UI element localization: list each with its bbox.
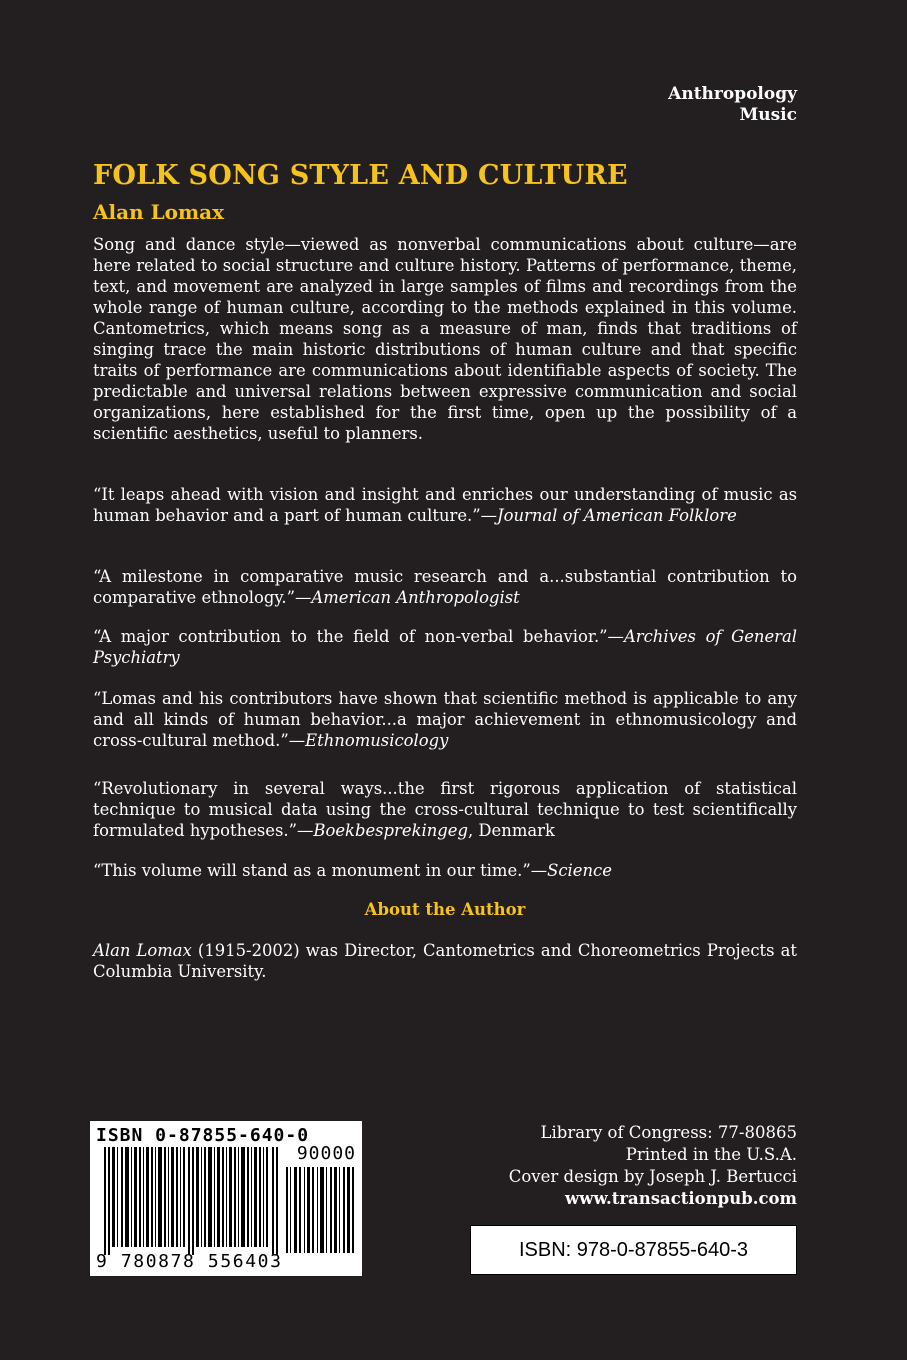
review-quote [93,626,797,668]
barcode-price-code: 90000 [296,1143,356,1164]
publisher-url: www.transactionpub.com [565,1189,797,1208]
about-author-heading: About the Author [364,900,526,919]
review-text: “Lomas and his contributors have shown that scientific method is applicable to any and all kinds of human behavior...a major achievement in ethnomusicology and cross-cultural method.”— [93,689,797,750]
review-text: “A milestone in comparative music research and a...substantial contribution to comparative ethnology.”— [93,567,797,607]
review-quote [93,860,797,881]
review-quote [93,778,797,841]
review-source: Science [547,861,612,880]
book-author: Alan Lomax [93,200,225,224]
cover-design-credit: Cover design by Joseph J. Bertucci [508,1167,797,1186]
library-of-congress: Library of Congress: 77-80865 [540,1123,797,1142]
review-source: Ethnomusicology [305,731,449,750]
subject-category [668,84,797,126]
review-source: Archives of General Psychiatry [93,627,797,667]
review-source: American Anthropologist [311,588,520,607]
book-description: Song and dance style—viewed as nonverbal communications about culture—are here related to social structure and culture history. Patterns of performance, theme, text, and movement are analyzed in large samples of films and recordings from the whole range of human culture, according to the methods explained in this volume. Cantometrics, which means song as a measure of man, finds that traditions of singing trace the main historic distributions of human culture and that specific traits of performance are communications about identifiable aspects of society. The predictable and universal relations between expressive communication and social organizations, here established for the first time, open up the possibility of a scientific aesthetics, useful to planners. [93,235,797,443]
about-author-bio: (1915-2002) was Director, Cantometrics and Choreometrics Projects at Columbia University. [93,941,797,981]
review-quote [93,688,797,751]
about-author-text [93,940,797,982]
review-text: “A major contribution to the field of non-verbal behavior.”— [93,627,624,646]
printed-in: Printed in the U.S.A. [625,1145,797,1164]
book-title: FOLK SONG STYLE AND CULTURE [93,160,628,191]
review-source: Boekbesprekingeg [313,821,468,840]
category-music: Music [739,105,797,125]
ean-barcode-bars-icon [104,1147,280,1255]
review-source: Journal of American Folklore [497,506,737,525]
about-author-name: Alan Lomax [93,941,192,960]
price-barcode-bars-icon [286,1167,354,1253]
isbn-barcode [90,1121,362,1276]
imprint-info [509,1122,797,1210]
review-text: “This volume will stand as a monument in our time.”— [93,861,548,880]
barcode-isbn10: ISBN 0-87855-640-0 [96,1125,310,1146]
review-suffix: , Denmark [468,821,555,840]
category-anthropology: Anthropology [668,84,797,104]
review-text: “It leaps ahead with vision and insight and enriches our understanding of music as human behavior and a part of human culture.”— [93,485,797,525]
review-quote [93,566,797,608]
barcode-digits: 9 780878 556403 [96,1251,283,1272]
isbn13-box: ISBN: 978-0-87855-640-3 [470,1225,797,1275]
review-quote [93,484,797,526]
review-text: “Revolutionary in several ways...the first rigorous application of statistical technique to musical data using the cross-cultural technique to test scientifically formulated hypotheses.”— [93,779,797,840]
